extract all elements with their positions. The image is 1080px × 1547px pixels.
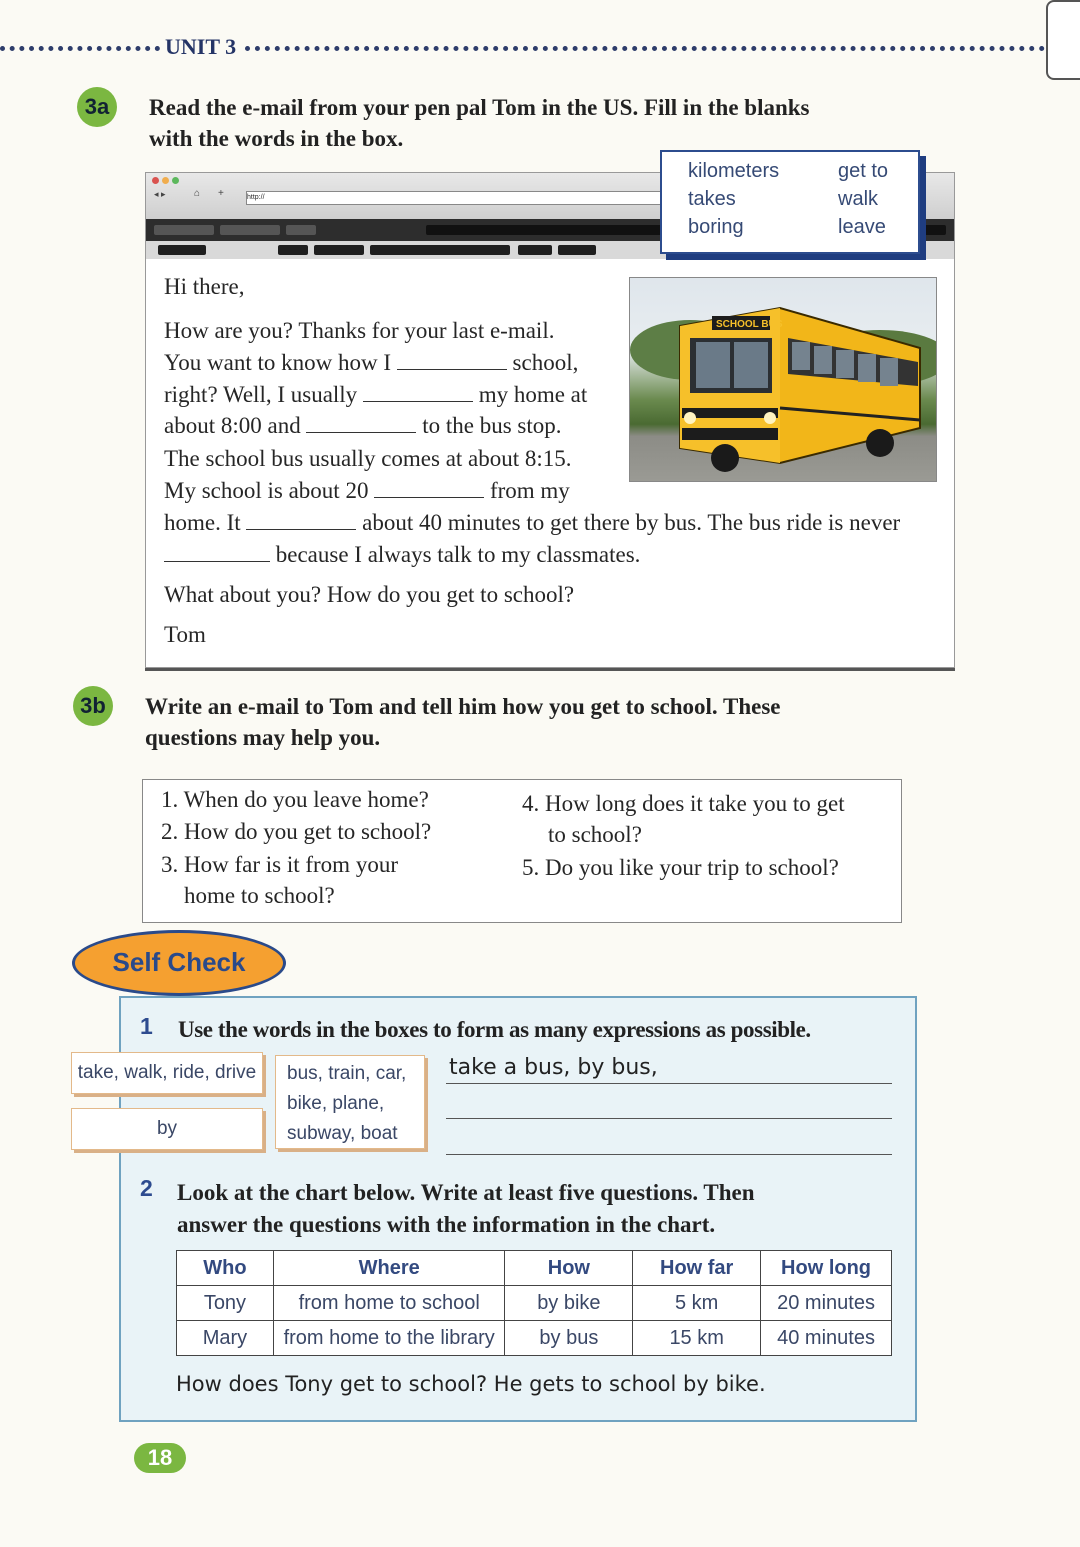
- nouns-line-3: subway, boat: [287, 1123, 398, 1144]
- word-walk: walk: [838, 188, 879, 210]
- cell-how-far: 5 km: [633, 1286, 761, 1321]
- add-tab-icon: +: [218, 188, 224, 199]
- cell-how-long: 20 minutes: [761, 1286, 892, 1321]
- item-2-example-answer: How does Tony get to school? He gets to school by bike.: [176, 1372, 766, 1396]
- self-check-title: Self Check: [72, 930, 286, 996]
- item-2-number: 2: [140, 1175, 153, 1201]
- question-3a: 3. How far is it from your: [161, 852, 398, 877]
- item-2-text-line2: answer the questions with the information in the chart.: [177, 1212, 716, 1237]
- toolbar-button: [558, 245, 596, 255]
- cell-who: Tony: [177, 1286, 274, 1321]
- email-question: What about you? How do you get to school?: [164, 582, 575, 607]
- school-bus-photo: [629, 277, 937, 482]
- question-1: 1. When do you leave home?: [161, 787, 429, 812]
- cell-how: by bus: [505, 1321, 633, 1356]
- blank-3[interactable]: [306, 431, 416, 433]
- word-kilometers: kilometers: [688, 160, 780, 182]
- cell-where: from home to the library: [273, 1321, 505, 1356]
- word-leave: leave: [838, 216, 886, 238]
- blank-6[interactable]: [164, 560, 270, 562]
- cell-how: by bike: [505, 1286, 633, 1321]
- email-line-7b: about 40 minutes to get there by bus. The bus ride is never: [362, 510, 901, 535]
- email-line-1: How are you? Thanks for your last e-mail.: [164, 318, 555, 343]
- answer-line-1[interactable]: [446, 1083, 892, 1084]
- by-card: by: [71, 1108, 263, 1150]
- email-line-7a: home. It: [164, 510, 241, 535]
- email-line-3: [164, 379, 587, 410]
- section-badge-3b: 3b: [73, 686, 113, 726]
- nouns-card: [275, 1055, 425, 1149]
- section-badge-3a: 3a: [77, 87, 117, 127]
- toolbar-button: [518, 245, 552, 255]
- email-line-6a: My school is about 20: [164, 478, 369, 503]
- close-dot-icon: [152, 177, 159, 184]
- email-line-8: [164, 539, 640, 570]
- email-line-3b: my home at: [478, 382, 588, 407]
- unit-label: UNIT 3: [165, 34, 237, 59]
- question-3b: home to school?: [184, 883, 335, 908]
- header-how-long: How long: [761, 1251, 892, 1286]
- item-2-text: [177, 1177, 897, 1241]
- maximize-dot-icon: [172, 177, 179, 184]
- question-2: 2. How do you get to school?: [161, 819, 432, 844]
- instruction-3a-line2: with the words in the box.: [149, 126, 404, 151]
- page-number: 18: [134, 1443, 186, 1473]
- toolbar-button: [278, 245, 308, 255]
- table-row: [177, 1321, 892, 1356]
- question-4b: to school?: [548, 822, 642, 847]
- email-line-5: The school bus usually comes at about 8:15.: [164, 446, 572, 471]
- url-bar: http://: [246, 191, 748, 205]
- email-line-8b: because I always talk to my classmates.: [275, 542, 641, 567]
- header-who: Who: [177, 1251, 274, 1286]
- email-greeting: Hi there,: [164, 274, 245, 299]
- item-1-number: 1: [140, 1013, 153, 1039]
- email-line-6b: from my: [489, 478, 570, 503]
- instruction-3b-line2: questions may help you.: [145, 725, 381, 750]
- corner-tab: [1046, 0, 1080, 80]
- email-line-2b: school,: [512, 350, 579, 375]
- home-icon: ⌂: [194, 188, 201, 199]
- question-5: 5. Do you like your trip to school?: [522, 855, 839, 880]
- header-how-far: How far: [633, 1251, 761, 1286]
- blank-5[interactable]: [246, 528, 356, 530]
- item-2-text-line1: Look at the chart below. Write at least five questions. Then: [177, 1180, 755, 1205]
- minimize-dot-icon: [162, 177, 169, 184]
- answer-line-2[interactable]: [446, 1118, 892, 1119]
- nouns-line-2: bike, plane,: [287, 1093, 385, 1114]
- header-where: Where: [273, 1251, 505, 1286]
- verbs-card: take, walk, ride, drive: [71, 1052, 263, 1094]
- menu-button: [154, 225, 214, 235]
- table-row: [177, 1286, 892, 1321]
- word-box: [660, 150, 920, 254]
- table-header-row: [177, 1251, 892, 1286]
- item-1-text: Use the words in the boxes to form as many expressions as possible.: [178, 1017, 811, 1042]
- email-line-6: [164, 475, 570, 506]
- menu-button: [220, 225, 280, 235]
- email-line-4: [164, 410, 561, 441]
- instruction-3b: [145, 691, 945, 753]
- word-takes: takes: [688, 188, 736, 210]
- header-how: How: [505, 1251, 633, 1286]
- cell-how-far: 15 km: [633, 1321, 761, 1356]
- email-line-4a: about 8:00 and: [164, 413, 301, 438]
- answer-line-3[interactable]: [446, 1154, 892, 1155]
- toolbar-button: [158, 245, 206, 255]
- email-line-2a: You want to know how I: [164, 350, 392, 375]
- cell-where: from home to school: [273, 1286, 505, 1321]
- header-dots-right: [245, 46, 1045, 51]
- menu-button: [286, 225, 316, 235]
- instruction-3b-line1: Write an e-mail to Tom and tell him how you get to school. These: [145, 694, 781, 719]
- toolbar-button: [370, 245, 510, 255]
- item-1-example-answer: take a bus, by bus,: [449, 1055, 658, 1080]
- cell-how-long: 40 minutes: [761, 1321, 892, 1356]
- email-line-4b: to the bus stop.: [422, 413, 562, 438]
- bus-sign-text: SCHOOL BUS: [716, 319, 783, 330]
- email-signature: Tom: [164, 622, 206, 647]
- header-dots-left: [0, 46, 160, 51]
- blank-4[interactable]: [374, 496, 484, 498]
- instruction-3a: [149, 92, 949, 154]
- nouns-line-1: bus, train, car,: [287, 1063, 407, 1084]
- blank-1[interactable]: [397, 368, 507, 370]
- toolbar-button: [314, 245, 364, 255]
- email-line-2: [164, 347, 578, 378]
- travel-chart-table: [176, 1250, 892, 1356]
- instruction-3a-line1: Read the e-mail from your pen pal Tom in the US. Fill in the blanks: [149, 95, 810, 120]
- email-line-3a: right? Well, I usually: [164, 382, 358, 407]
- school-bus-illustration: [630, 278, 936, 481]
- question-4a: 4. How long does it take you to get: [522, 791, 845, 816]
- email-line-7: [164, 507, 900, 538]
- word-get-to: get to: [838, 160, 889, 182]
- blank-2[interactable]: [363, 400, 473, 402]
- cell-who: Mary: [177, 1321, 274, 1356]
- back-forward-icon: ◂ ▸: [154, 189, 166, 199]
- word-boring: boring: [688, 216, 744, 238]
